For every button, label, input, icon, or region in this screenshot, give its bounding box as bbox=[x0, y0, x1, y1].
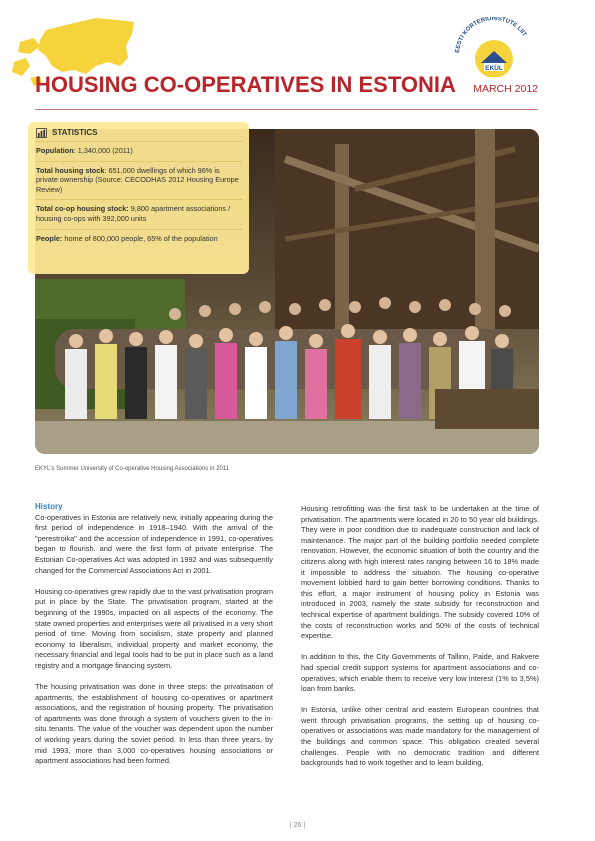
stat-population bbox=[36, 141, 242, 161]
stat-label: Population bbox=[36, 146, 74, 155]
photo-caption: EKYL's Summer University of Co-operative Housing Associations in 2011 bbox=[35, 466, 230, 472]
stat-value: : 1,340,000 (2011) bbox=[73, 146, 133, 155]
stat-coop-stock bbox=[36, 199, 242, 228]
section-heading: History bbox=[35, 502, 63, 511]
stat-housing-stock bbox=[36, 161, 242, 200]
stat-label: People: bbox=[36, 233, 63, 243]
issue-date: MARCH 2012 bbox=[473, 83, 538, 95]
header-divider bbox=[35, 109, 538, 110]
paragraph: Housing retrofitting was the first task to be undertaken at the time of privatisation. The apartments were located in 20 to 50 year old buildings. They were in poor condition due to inadequate construction and lack of maintenance. The major part of the building portfolio needed complete renovation. However, the economic situation of both the country and the citizens along with high interest rates ranging between 16 to 18% made it impossible to address the situation. The housing co-operative movement lobbied hard to gain better borrowing conditions. Thanks to this effort, a major instrument of housing policy in Estonia was introduced in 2003, namely the state subsidy for reconstruction and technical expertise of apartment buildings. The subsidy covered 10% of the costs of reconstruction works and 50% of the costs of technical expertise. bbox=[301, 504, 539, 641]
logo-arc-text: EESTI KORTERIÜHISTUTE LIIT bbox=[455, 17, 528, 54]
paragraph: In Estonia, unlike other central and eastern European countries that went through privatisation programs, the setting up of housing co-operatives or associations was made mandatory for the management of the buildings and common space. This obligation created several challenges. People with no democratic tradition and different backgrounds had to work together and to learn building, bbox=[301, 705, 539, 768]
paragraph: In addition to this, the City Governments of Tallinn, Paide, and Rakvere had special credit support systems for apartment associations and co-operatives, which enable them to receive very low interest (1% to 3,5%) loan from banks. bbox=[301, 652, 539, 694]
stat-people bbox=[36, 229, 242, 249]
stat-value: 9,800 apartment associations / housing co-ops with 392,000 units bbox=[36, 204, 231, 223]
article-column-left bbox=[35, 502, 273, 777]
statistics-box bbox=[28, 122, 249, 274]
statistics-heading bbox=[36, 128, 242, 138]
stat-label: Total co-op housing stock: bbox=[36, 204, 129, 214]
paragraph: Housing co-operatives grew rapidly due to the vast privatisation program put in place by the State. The privatisation program, started at the beginning of the 1990s, impacted on all aspects of the economy. The state owned properties and enterprises were all privatised in a very short period of time. Moving from socialism, state property and planned economy to liberalism, individual property and market economy, the necessary financial and legal tools had to be put in place such as a land registry and a mortgage financing system. bbox=[35, 586, 273, 670]
stat-value: : 651,000 dwellings of which 96% is private ownership (Source: CECODHAS 2012 Housing Europe Review) bbox=[36, 165, 239, 194]
logo-acronym: EKÜL bbox=[485, 65, 503, 72]
paragraph: The housing privatisation was done in three steps: the privatisation of apartments, the establishment of housing co-operatives or apartment associations, and the registration of housing property. The privatisation of apartments was done through a system of vouchers given to the in-situ tenants. The value of the voucher was dependent upon the number of working years during the soviet period. In less than three years, by mid 1993, more than 3,000 co-operatives housing associations or apartment associations had been formed. bbox=[35, 682, 273, 766]
statistics-heading-text: STATISTICS bbox=[52, 128, 98, 138]
page-number: | 26 | bbox=[289, 822, 306, 829]
ekul-logo bbox=[449, 17, 539, 77]
paragraph: Co-operatives in Estonia are relatively new, initially appearing during the first period of independence in 1918–1940. With the arrival of the "perestroika" and the accession of independence in 1991, co-operatives began to flourish. and were the first form of private enterprise. The Estonian Co-operatives Act was adopted in 1992 and was subsequently changed for the Commercial Associations Act in 2001. bbox=[35, 512, 273, 575]
bar-chart-icon bbox=[36, 128, 47, 138]
stat-value: home of 800,000 people, 65% of the population bbox=[62, 233, 218, 243]
article-column-right bbox=[301, 504, 539, 779]
stat-label: Total housing stock bbox=[36, 165, 105, 175]
page-title: HOUSING CO-OPERATIVES IN ESTONIA bbox=[35, 72, 456, 97]
